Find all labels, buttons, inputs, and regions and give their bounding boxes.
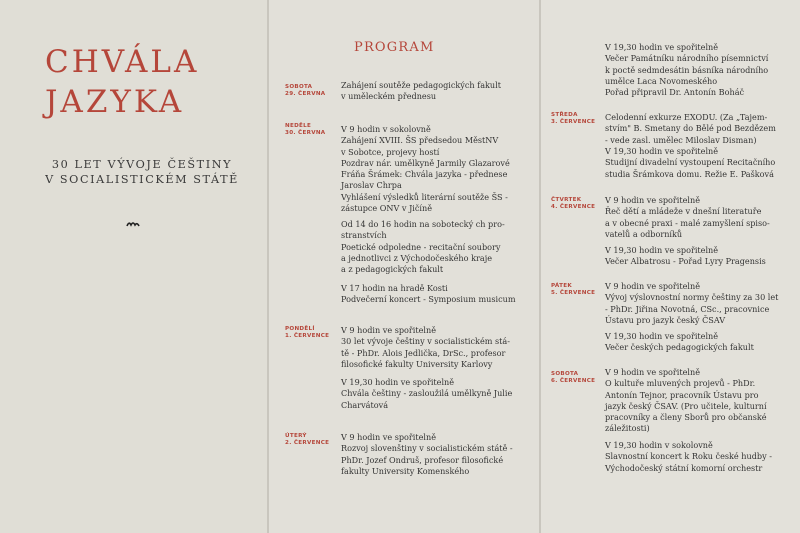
program-entry-line: Charvátová xyxy=(341,399,389,410)
program-entry-line: fakulty University Komenského xyxy=(341,465,470,476)
program-entry-line: Studijní divadelní vystoupení Recitačního xyxy=(605,157,776,168)
day-weekday: SOBOTA xyxy=(551,371,579,377)
cover-subtitle-line: 30 LET VÝVOJE ČEŠTINY xyxy=(51,158,233,171)
day-weekday: NEDĚLE xyxy=(285,123,312,129)
program-entry-line: Fráňa Šrámek: Chvála jazyka - přednese xyxy=(341,169,508,180)
day-date: 6. ČERVENCE xyxy=(551,378,596,384)
program-entry-line: Poetické odpoledne - recitační soubory xyxy=(341,241,501,252)
day-weekday: PÁTEK xyxy=(551,283,572,289)
program-entry xyxy=(341,219,505,275)
program-entry-line: studia Šrámkova domu. Režie E. Pašková xyxy=(605,168,774,179)
program-entry-line: pracovníky a členy Sborů pro občanské xyxy=(605,412,767,423)
day-date: 30. ČERVNA xyxy=(285,130,326,136)
program-entry-line: V 19,30 hodin ve spořitelně xyxy=(605,42,719,52)
program-entry-line: tě - PhDr. Alois Jedlička, DrSc., profesor xyxy=(341,347,506,358)
program-entry-line: V 19,30 hodin ve spořitelně xyxy=(341,377,455,387)
day-date: 2. ČERVENCE xyxy=(285,440,330,446)
cover-title-line: JAZYKA xyxy=(45,84,185,120)
program-entry-line: Celodenní exkurze EXODU. (Za „Tajem- xyxy=(605,112,768,122)
program-entry-line: V 19,30 hodin ve spořitelně xyxy=(605,245,719,255)
program-entry xyxy=(341,325,510,370)
program-entry-line: - vede zasl. umělec Miloslav Disman) xyxy=(605,134,757,145)
day-label xyxy=(551,371,595,385)
fold-line xyxy=(267,0,269,533)
program-entry-line: V 9 hodin ve spořitelně xyxy=(605,367,701,377)
program-entry-line: Vyhlášení výsledků literární soutěže ŠS - xyxy=(341,191,508,202)
program-entry-line: Večer Albatrosu - Pořad Lyry Pragensis xyxy=(605,256,766,267)
program-entry-line: 30 let vývoje češtiny v socialistickém stá- xyxy=(341,336,510,347)
program-entry-line: V 9 hodin v sokolovně xyxy=(341,124,431,134)
program-entry-line: Slavnostní koncert k Roku české hudby - xyxy=(605,451,772,462)
program-entry-line: V 9 hodin ve spořitelně xyxy=(605,281,701,291)
day-weekday: ČTVRTEK xyxy=(551,197,582,203)
day-weekday: PONDĚLÍ xyxy=(285,326,315,332)
program-entry-line: V 19,30 hodin ve spořitelně xyxy=(605,146,719,156)
day-weekday: ÚTERÝ xyxy=(285,433,307,439)
program-entry-line: Pořad připravil Dr. Antonín Boháč xyxy=(605,87,745,98)
program-entry-line: a z pedagogických fakult xyxy=(341,264,444,275)
program-entry xyxy=(605,42,768,98)
day-weekday: STŘEDA xyxy=(551,112,578,118)
day-date: 1. ČERVENCE xyxy=(285,333,330,339)
program-entry xyxy=(605,440,772,474)
program-entry-line: Večer českých pedagogických fakult xyxy=(605,342,754,353)
day-weekday: SOBOTA xyxy=(285,84,313,90)
cover-subtitle xyxy=(42,157,242,187)
day-label xyxy=(285,433,329,447)
program-entry-line: stranstvích xyxy=(341,230,387,241)
program-entry-line: záležitosti) xyxy=(605,423,650,434)
day-label xyxy=(551,197,595,211)
program-entry-line: V 19,30 hodin ve spořitelně xyxy=(605,331,719,341)
day-label xyxy=(285,84,325,98)
program-entry xyxy=(605,195,770,240)
day-date: 5. ČERVENCE xyxy=(551,290,596,296)
program-entry-line: Chvála češtiny - zasloužilá umělkyně Julie xyxy=(341,388,513,399)
program-entry-line: Zahájení soutěže pedagogických fakult xyxy=(341,80,501,90)
program-heading: PROGRAM xyxy=(354,40,435,55)
day-date: 29. ČERVNA xyxy=(285,91,326,97)
program-entry-line: Rozvoj slovenštiny v socialistickém státě - xyxy=(341,443,513,454)
program-entry xyxy=(605,146,775,180)
program-entry-line: Ústavu pro jazyk český ČSAV xyxy=(605,314,726,325)
day-label xyxy=(285,326,329,340)
cover-title xyxy=(45,42,199,122)
program-entry xyxy=(605,281,778,326)
program-entry-line: Antonín Tejnor, pracovník Ústavu pro xyxy=(605,389,759,400)
program-entry-line: vatelů a odborníků xyxy=(605,228,683,239)
program-entry-line: Od 14 do 16 hodin na sobotecký ch pro- xyxy=(341,219,505,229)
program-entry-line: V 9 hodin ve spořitelně xyxy=(605,195,701,205)
program-entry xyxy=(341,283,516,306)
program-entry xyxy=(341,124,510,214)
program-entry-line: umělce Laca Novomeského xyxy=(605,75,718,86)
program-entry xyxy=(605,367,767,435)
day-date: 4. ČERVENCE xyxy=(551,204,596,210)
program-entry-line: V 17 hodin na hradě Kosti xyxy=(341,283,448,293)
program-entry xyxy=(341,432,513,477)
program-entry-line: Pozdrav nár. umělkyně Jarmily Glazarové xyxy=(341,157,510,168)
program-entry-line: a v obecné praxi - malé zamyšlení spiso- xyxy=(605,217,770,228)
program-entry-line: O kultuře mluvených projevů - PhDr. xyxy=(605,378,756,389)
cover-subtitle-line: V SOCIALISTICKÉM STÁTĚ xyxy=(45,173,239,186)
day-date: 3. ČERVENCE xyxy=(551,119,596,125)
program-entry-line: Řeč dětí a mládeže v dnešní literatuře xyxy=(605,206,762,217)
program-entry-line: Jaroslav Chrpa xyxy=(341,180,402,191)
publisher-mark-icon xyxy=(126,220,140,231)
program-entry-line: Vývoj výslovnostní normy češtiny za 30 let xyxy=(605,292,779,303)
program-entry-line: - PhDr. Jiřina Novotná, CSc., pracovnice xyxy=(605,303,770,314)
program-entry xyxy=(605,245,766,268)
program-entry-line: PhDr. Jozef Ondruš, profesor filosofické xyxy=(341,454,504,465)
program-entry-line: V 19,30 hodin v sokolovně xyxy=(605,440,713,450)
program-entry-line: V 9 hodin ve spořitelně xyxy=(341,432,437,442)
program-entry-line: Zahájení XVIII. ŠS předsedou MěstNV xyxy=(341,135,499,146)
day-label xyxy=(285,123,325,137)
program-entry-line: Podvečerní koncert - Symposium musicum xyxy=(341,294,516,305)
program-entry-line: V 9 hodin ve spořitelně xyxy=(341,325,437,335)
cover-title-line: CHVÁLA xyxy=(45,44,200,80)
day-label xyxy=(551,283,595,297)
program-entry-line: Večer Památníku národního písemnictví xyxy=(605,53,769,64)
program-entry xyxy=(605,331,754,354)
program-entry-line: Východočeský státní komorní orchestr xyxy=(605,462,763,473)
program-entry-line: jazyk český ČSAV. (Pro učitele, kulturní xyxy=(605,400,767,411)
program-entry xyxy=(341,377,512,411)
program-entry xyxy=(341,80,501,103)
program-entry-line: v Sobotce, projevy hostí xyxy=(341,146,440,157)
day-label xyxy=(551,112,595,126)
fold-line xyxy=(539,0,541,533)
program-entry-line: stvím" B. Smetany do Bělé pod Bezdězem xyxy=(605,123,776,134)
program-entry-line: a jednotlivci z Východočeského kraje xyxy=(341,252,492,263)
program-entry-line: filosofické fakulty University Karlovy xyxy=(341,358,493,369)
program-entry xyxy=(605,112,776,146)
program-entry-line: v uměleckém přednesu xyxy=(341,91,437,102)
program-entry-line: zástupce ONV v Jičíně xyxy=(341,203,433,214)
program-entry-line: k poctě sedmdesátin básníka národního xyxy=(605,64,769,75)
